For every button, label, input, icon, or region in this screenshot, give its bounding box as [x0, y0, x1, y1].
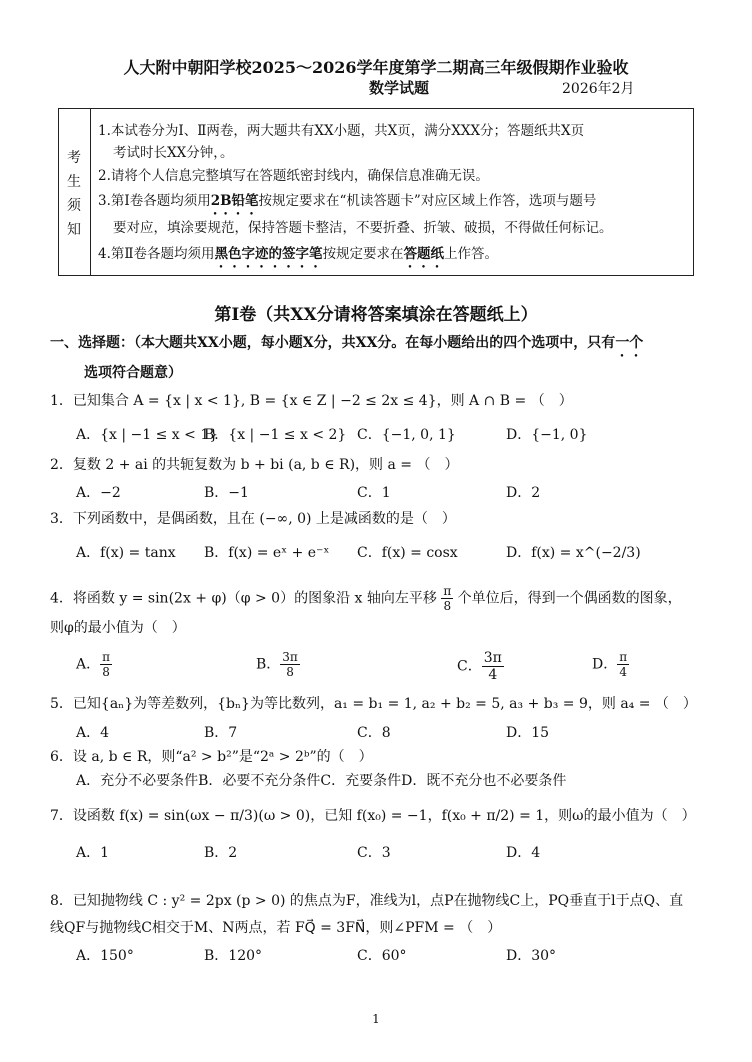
question-7-option-a: A．1 — [76, 845, 110, 861]
question-3-stem: 3．下列函数中，是偶函数，且在 (−∞, 0) 上是减函数的是（ ） — [50, 511, 456, 527]
question-1-option-c: C．{−1, 0, 1} — [357, 427, 456, 443]
exam-date: 2026年2月 — [562, 81, 635, 97]
question-7-stem: 7．设函数 f(x) = sin(ωx − π/3)(ω > 0)，已知 f(x₀) = −1，f(x₀ + π/2) = 1，则ω的最小值为（ ） — [50, 808, 696, 824]
notice-line-3-a: 3.第Ⅰ卷各题均须用 — [98, 193, 211, 209]
question-4-stem-c: 则φ的最小值为（ ） — [50, 620, 186, 636]
question-5-option-c: C．8 — [357, 725, 391, 741]
fraction-numerator: 3π — [282, 650, 298, 664]
question-6-options: A．充分不必要条件B．必要不充分条件C．充要条件D．既不充分也不必要条件 — [76, 773, 567, 789]
question-5-option-a: A．4 — [76, 725, 110, 741]
page-title: 人大附中朝阳学校2025～2026学年度第学二期高三年级假期作业验收 — [123, 58, 629, 77]
question-8-stem-2: 线QF与抛物线C相交于M、N两点，若 FQ⃗ = 3FN⃗，则∠PFM = （ ） — [50, 920, 502, 936]
fraction-numerator: π — [102, 650, 111, 664]
fraction-numerator: π — [443, 584, 452, 598]
notice-box — [58, 108, 694, 276]
question-3-option-a: A．f(x) = tanx — [76, 545, 176, 561]
question-2-option-a: A．−2 — [76, 485, 121, 501]
question-5-option-b: B．7 — [204, 725, 238, 741]
fraction-denominator: 8 — [286, 665, 294, 679]
option-fraction — [100, 650, 112, 679]
notice-label-char: 考 — [67, 150, 81, 166]
notice-line-3-emphasis: 2B铅笔 — [210, 193, 259, 209]
option-fraction — [482, 650, 504, 683]
notice-line-4-emphasis-2: 答题纸 — [403, 246, 445, 262]
section-instructions-emphasis: 一个 — [615, 335, 644, 351]
section-instructions-cont: 选项符合题意） — [84, 365, 182, 381]
question-4-fraction — [441, 584, 453, 613]
question-8-option-a: A．150° — [76, 948, 134, 964]
question-2-stem: 2．复数 2 + ai 的共轭复数为 b + bi (a, b ∈ R)，则 a = （ ） — [50, 457, 459, 473]
question-2-option-d: D．2 — [506, 485, 541, 501]
fraction-denominator: 8 — [102, 665, 110, 679]
option-fraction — [617, 650, 629, 679]
notice-line-4-b: 按规定要求在 — [322, 246, 404, 262]
question-7-option-c: C．3 — [357, 845, 391, 861]
option-label: A． — [76, 656, 101, 673]
section-instructions-a: 一、选择题：（本大题共XX小题，每小题X分，共XX分。在每小题给出的四个选项中，只有 — [50, 335, 616, 351]
section-instructions — [50, 332, 643, 360]
fraction-denominator: 4 — [619, 665, 627, 679]
notice-line-4-a: 4.第Ⅱ卷各题均须用 — [98, 246, 215, 262]
question-8-option-d: D．30° — [506, 948, 557, 964]
question-2-option-c: C．1 — [357, 485, 391, 501]
page-number: 1 — [372, 1012, 380, 1026]
notice-line-3 — [98, 189, 596, 218]
notice-label-char: 知 — [67, 222, 81, 238]
question-4-option-d — [592, 650, 629, 679]
section-title: 第Ⅰ卷（共XX分请将答案填涂在答题纸上） — [214, 305, 538, 325]
question-3-option-c: C．f(x) = cosx — [357, 545, 458, 561]
question-8-option-c: C．60° — [357, 948, 407, 964]
fraction-denominator: 4 — [488, 667, 498, 683]
notice-line-1: 1.本试卷分为Ⅰ、Ⅱ两卷，两大题共有XX小题，共X页，满分XXX分；答题纸共X页 — [98, 123, 585, 139]
question-4-stem-a: 4．将函数 y = sin(2x + φ)（φ > 0）的图象沿 x 轴向左平移 — [50, 590, 437, 607]
page-subtitle: 数学试题 — [369, 79, 430, 97]
question-1-option-b: B．{x | −1 ≤ x < 2} — [204, 427, 347, 443]
fraction-numerator: 3π — [483, 650, 502, 666]
option-label: D． — [592, 656, 618, 673]
question-4-option-c — [457, 650, 504, 683]
notice-line-2: 2.请将个人信息完整填写在答题纸密封线内，确保信息准确无误。 — [98, 168, 489, 184]
question-4-stem-b: 个单位后，得到一个偶函数的图象， — [457, 590, 682, 607]
question-7-option-b: B．2 — [204, 845, 238, 861]
question-1-stem: 1．已知集合 A = {x | x < 1}, B = {x ∈ Z | −2 ≤ 2x ≤ 4}，则 A ∩ B = （ ） — [50, 393, 573, 409]
notice-label — [59, 109, 91, 275]
question-8-stem: 8．已知抛物线 C : y² = 2px (p > 0) 的焦点为F，准线为l，点P在抛物线C上，PQ垂直于l于点Q、直 — [50, 893, 684, 909]
question-1-option-d: D．{−1, 0} — [506, 427, 588, 443]
question-4-stem — [50, 584, 682, 613]
notice-line-4 — [98, 242, 498, 271]
fraction-denominator: 8 — [443, 599, 452, 613]
question-5-option-d: D．15 — [506, 725, 550, 741]
notice-line-1b: 考试时长XX分钟，。 — [113, 145, 234, 161]
question-8-option-b: B．120° — [204, 948, 263, 964]
option-fraction — [280, 650, 300, 679]
notice-label-char: 生 — [67, 174, 81, 190]
question-4-option-a — [76, 650, 112, 679]
question-3-option-d: D．f(x) = x^(−2/3) — [506, 545, 641, 561]
question-2-option-b: B．−1 — [204, 485, 249, 501]
notice-line-4-emphasis: 黑色字迹的签字笔 — [214, 246, 323, 262]
question-7-option-d: D．4 — [506, 845, 541, 861]
notice-line-3c: 要对应，填涂要规范，保持答题卡整洁，不要折叠、折皱、破损，不得做任何标记。 — [113, 220, 613, 236]
option-label: C． — [457, 658, 482, 675]
question-1-option-a: A．{x | −1 ≤ x < 1} — [76, 427, 219, 443]
option-label: B． — [256, 656, 281, 673]
question-4-option-b — [256, 650, 300, 679]
fraction-numerator: π — [619, 650, 628, 664]
notice-label-char: 须 — [67, 198, 81, 214]
notice-line-4-c: 上作答。 — [444, 246, 499, 262]
question-5-stem: 5．已知{aₙ}为等差数列，{bₙ}为等比数列，a₁ = b₁ = 1, a₂ + b₂ = 5, a₃ + b₃ = 9，则 a₄ = （ ） — [50, 696, 697, 712]
question-3-option-b: B．f(x) = eˣ + e⁻ˣ — [204, 545, 330, 561]
question-6-stem: 6．设 a, b ∈ R，则“a² > b²”是“2ᵃ > 2ᵇ”的（ ） — [50, 749, 373, 765]
notice-line-3-b: 按规定要求在“机读答题卡”对应区域上作答，选项与题号 — [258, 193, 597, 209]
